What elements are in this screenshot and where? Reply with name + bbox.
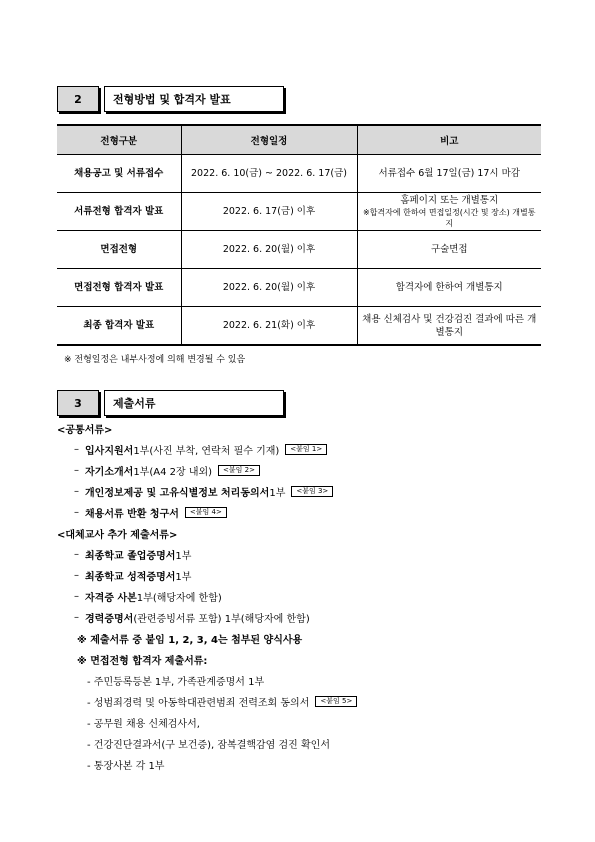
doc-desc: 1부(사진 부착, 연락처 필수 기재) [133, 446, 280, 457]
list-item [57, 481, 547, 502]
stage-cell: 채용공고 및 서류접수 [57, 155, 181, 193]
list-item [57, 712, 547, 733]
list-item [57, 607, 547, 628]
list-item [57, 670, 547, 691]
attachment-tag: <붙임 3> [291, 486, 333, 497]
section-2-header [57, 86, 284, 112]
doc-text: - 건강진단결과서(구 보건증), 잠복결핵감염 검진 확인서 [87, 740, 331, 751]
attachment-tag: <붙임 4> [185, 507, 227, 518]
date-cell: 2022. 6. 20(월) 이후 [181, 269, 357, 307]
attachment-tag: <붙임 1> [285, 444, 327, 455]
group-header: <공통서류> [57, 425, 113, 436]
dash-marker: – [74, 612, 79, 623]
dash-marker: – [74, 444, 79, 455]
section-number: 2 [57, 86, 99, 112]
doc-desc: (관련증빙서류 포함) 1부(해당자에 한함) [133, 614, 310, 625]
dash-marker: – [74, 570, 79, 581]
dash-marker: – [74, 591, 79, 602]
doc-name: 자격증 사본 [85, 593, 137, 604]
attachment-tag: <붙임 5> [315, 696, 357, 707]
dash-marker: – [74, 486, 79, 497]
note-text: 홈페이지 또는 개별통지 [400, 195, 499, 206]
doc-name: 자기소개서 [85, 467, 134, 478]
column-header: 전형구분 [57, 125, 181, 155]
attachment-tag: <붙임 2> [218, 465, 260, 476]
section-title: 전형방법 및 합격자 발표 [104, 86, 284, 112]
note-cell: 합격자에 한하여 개별통지 [357, 269, 541, 307]
doc-name: 최종학교 졸업증명서 [85, 551, 176, 562]
list-item [57, 544, 547, 565]
column-header: 전형일정 [181, 125, 357, 155]
section-title: 제출서류 [104, 390, 284, 416]
doc-desc: 1부 [175, 551, 192, 562]
doc-text: - 통장사본 각 1부 [87, 761, 165, 772]
note-subtext: ※합격자에 한하여 면접일정(시간 및 장소) 개별통지 [363, 208, 536, 228]
section-3-header [57, 390, 284, 416]
dash-marker: – [74, 549, 79, 560]
table-row [57, 231, 541, 269]
list-item [57, 733, 547, 754]
stage-cell: 서류전형 합격자 발표 [57, 193, 181, 231]
group-header: <대체교사 추가 제출서류> [57, 530, 178, 541]
doc-name: 입사지원서 [85, 446, 134, 457]
list-item [57, 565, 547, 586]
stage-cell: 면접전형 [57, 231, 181, 269]
date-cell: 2022. 6. 21(화) 이후 [181, 307, 357, 346]
table-row [57, 193, 541, 231]
notice-text: ※ 면접전형 합격자 제출서류: [77, 656, 208, 667]
note-cell: 서류접수 6월 17일(금) 17시 마감 [357, 155, 541, 193]
doc-text: - 공무원 채용 신체검사서, [87, 719, 200, 730]
dash-marker: – [74, 465, 79, 476]
doc-desc: 1부 [269, 488, 286, 499]
section-number: 3 [57, 390, 99, 416]
schedule-footnote: ※ 전형일정은 내부사정에 의해 변경될 수 있음 [64, 355, 246, 365]
doc-name: 경력증명서 [85, 614, 134, 625]
column-header: 비고 [357, 125, 541, 155]
doc-name: 개인정보제공 및 고유식별정보 처리동의서 [85, 488, 270, 499]
document-list [57, 418, 547, 775]
stage-cell: 최종 합격자 발표 [57, 307, 181, 346]
date-cell: 2022. 6. 10(금) ~ 2022. 6. 17(금) [181, 155, 357, 193]
date-cell: 2022. 6. 20(월) 이후 [181, 231, 357, 269]
doc-text: - 주민등록등본 1부, 가족관계증명서 1부 [87, 677, 265, 688]
list-item [57, 460, 547, 481]
note-cell: 구술면접 [357, 231, 541, 269]
doc-text: - 성범죄경력 및 아동학대관련범죄 전력조회 동의서 [87, 698, 310, 709]
date-cell: 2022. 6. 17(금) 이후 [181, 193, 357, 231]
notice-text: ※ 제출서류 중 붙임 1, 2, 3, 4는 첨부된 양식사용 [77, 635, 303, 646]
list-item [57, 439, 547, 460]
table-row [57, 269, 541, 307]
dash-marker: – [74, 507, 79, 518]
table-header-row [57, 125, 541, 155]
doc-desc: 1부(해당자에 한함) [136, 593, 222, 604]
doc-name: 최종학교 성적증명서 [85, 572, 176, 583]
doc-desc: 1부(A4 2장 내외) [133, 467, 213, 478]
stage-cell: 면접전형 합격자 발표 [57, 269, 181, 307]
note-cell [357, 193, 541, 231]
list-item [57, 691, 547, 712]
note-cell: 채용 신체검사 및 건강검진 결과에 따른 개별통지 [357, 307, 541, 346]
list-item [57, 586, 547, 607]
table-row [57, 155, 541, 193]
list-item [57, 502, 547, 523]
doc-desc: 1부 [175, 572, 192, 583]
list-item [57, 754, 547, 775]
doc-name: 채용서류 반환 청구서 [85, 509, 179, 520]
table-row [57, 307, 541, 346]
schedule-table [57, 124, 541, 346]
